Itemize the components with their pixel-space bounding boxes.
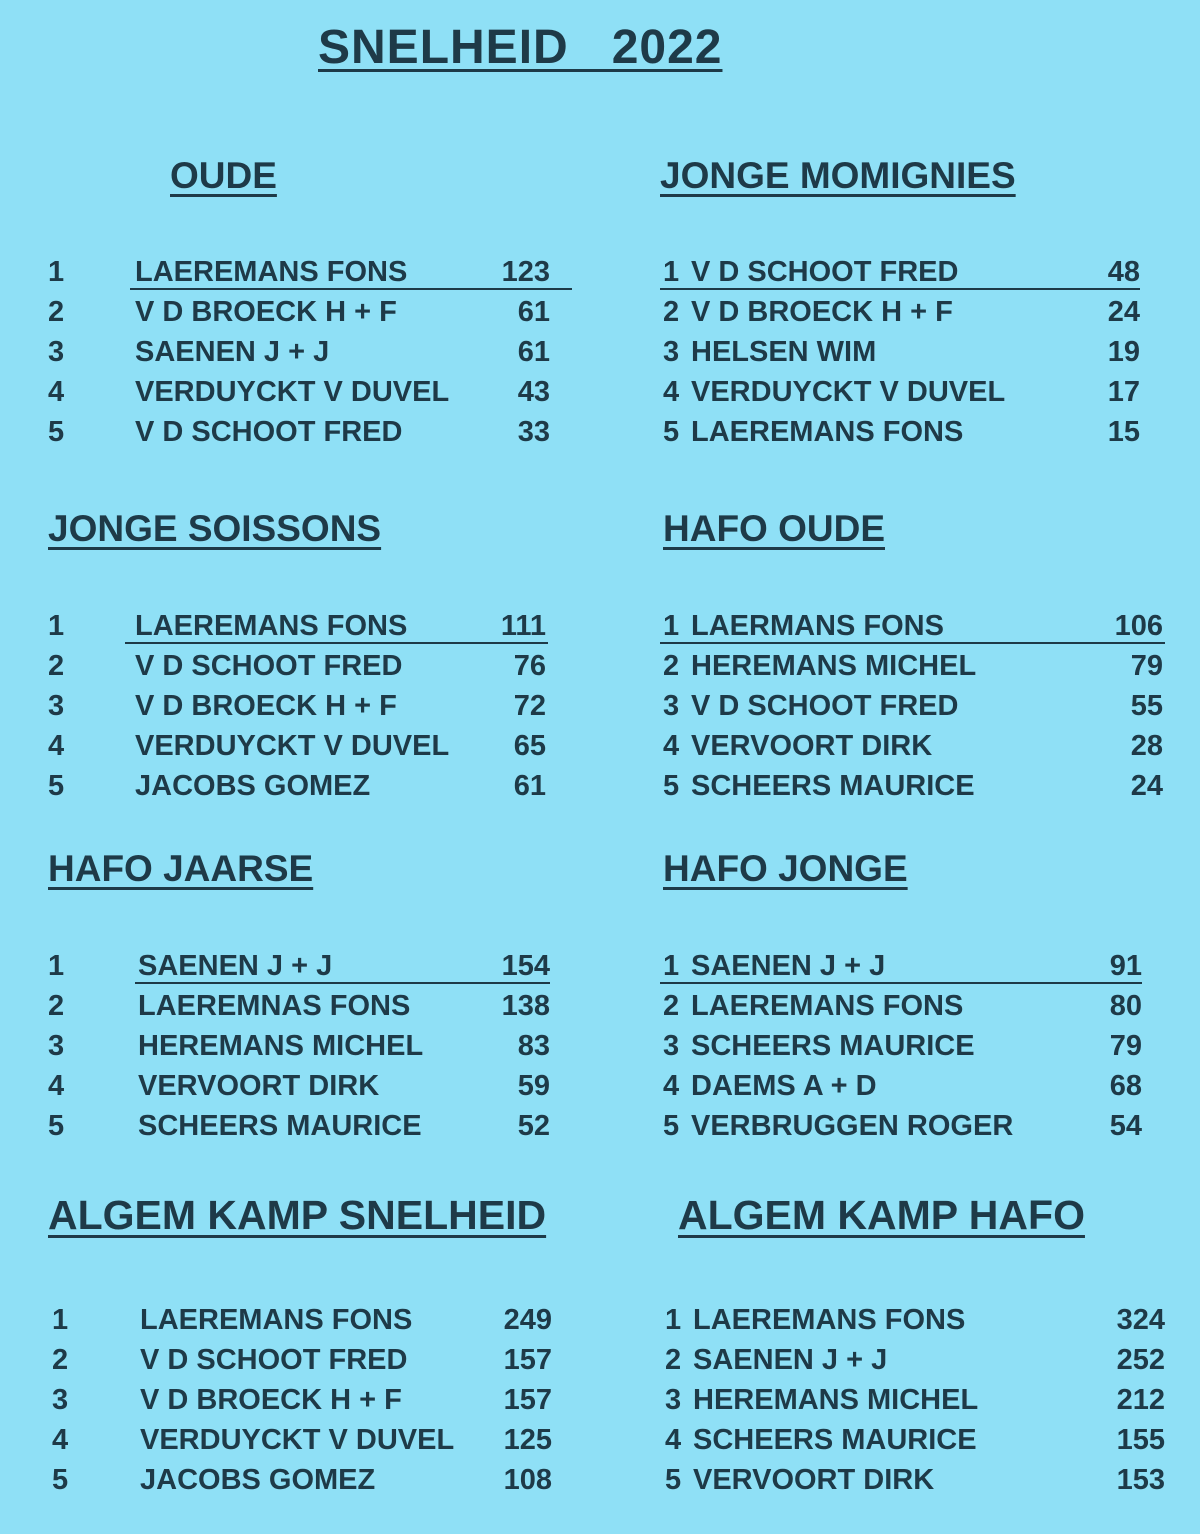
rank-number: 2 bbox=[663, 990, 680, 1022]
score-value: 249 bbox=[503, 1304, 552, 1336]
participant-name: V D BROECK H + F bbox=[140, 1384, 402, 1416]
rank-number: 1 bbox=[48, 950, 65, 982]
rank-number: 3 bbox=[665, 1384, 682, 1416]
participant-name: JACOBS GOMEZ bbox=[135, 770, 371, 802]
section-heading-jonge-momignies: JONGE MOMIGNIES bbox=[660, 155, 1016, 196]
participant-name: SCHEERS MAURICE bbox=[691, 770, 975, 802]
rank-number: 2 bbox=[663, 650, 680, 682]
participant-name: HELSEN WIM bbox=[691, 336, 877, 368]
score-value: 48 bbox=[1107, 256, 1140, 288]
score-value: 15 bbox=[1107, 416, 1140, 448]
participant-name: SAENEN J + J bbox=[693, 1344, 888, 1376]
score-value: 76 bbox=[513, 650, 546, 682]
rank-number: 4 bbox=[665, 1424, 682, 1456]
score-value: 91 bbox=[1109, 950, 1142, 982]
first-place-underline bbox=[660, 982, 1142, 984]
score-value: 72 bbox=[513, 690, 546, 722]
rank-number: 2 bbox=[48, 990, 65, 1022]
score-value: 52 bbox=[517, 1110, 550, 1142]
section-heading-hafo-oude: HAFO OUDE bbox=[663, 508, 885, 549]
participant-name: LAEREMANS FONS bbox=[691, 416, 964, 448]
score-value: 24 bbox=[1107, 296, 1140, 328]
first-place-underline bbox=[660, 642, 1165, 644]
participant-name: V D SCHOOT FRED bbox=[135, 650, 403, 682]
participant-name: LAEREMANS FONS bbox=[693, 1304, 966, 1336]
rank-number: 5 bbox=[48, 770, 65, 802]
rank-number: 3 bbox=[48, 336, 65, 368]
participant-name: LAEREMNAS FONS bbox=[138, 990, 411, 1022]
rank-number: 3 bbox=[663, 690, 680, 722]
participant-name: LAEREMANS FONS bbox=[135, 256, 408, 288]
participant-name: LAEREMANS FONS bbox=[135, 610, 408, 642]
participant-name: HEREMANS MICHEL bbox=[138, 1030, 424, 1062]
first-place-underline bbox=[660, 288, 1140, 290]
score-value: 19 bbox=[1107, 336, 1140, 368]
rank-number: 2 bbox=[663, 296, 680, 328]
rank-number: 4 bbox=[48, 730, 65, 762]
score-value: 65 bbox=[513, 730, 546, 762]
score-value: 61 bbox=[517, 296, 550, 328]
score-value: 155 bbox=[1116, 1424, 1165, 1456]
section-heading-algem-kamp-snelheid: ALGEM KAMP SNELHEID bbox=[48, 1192, 547, 1238]
rank-number: 5 bbox=[52, 1464, 69, 1496]
score-value: 153 bbox=[1116, 1464, 1165, 1496]
participant-name: VERBRUGGEN ROGER bbox=[691, 1110, 1014, 1142]
participant-name: V D BROECK H + F bbox=[135, 690, 397, 722]
score-value: 125 bbox=[503, 1424, 552, 1456]
rank-number: 3 bbox=[48, 690, 65, 722]
section-heading-oude: OUDE bbox=[170, 155, 277, 196]
section-heading-algem-kamp-hafo: ALGEM KAMP HAFO bbox=[678, 1192, 1085, 1238]
score-value: 28 bbox=[1130, 730, 1163, 762]
score-value: 79 bbox=[1109, 1030, 1142, 1062]
participant-name: SCHEERS MAURICE bbox=[691, 1030, 975, 1062]
rank-number: 1 bbox=[48, 256, 65, 288]
score-value: 79 bbox=[1130, 650, 1163, 682]
score-value: 54 bbox=[1109, 1110, 1142, 1142]
participant-name: HEREMANS MICHEL bbox=[693, 1384, 979, 1416]
score-value: 111 bbox=[500, 610, 546, 642]
participant-name: SAENEN J + J bbox=[691, 950, 886, 982]
rank-number: 3 bbox=[663, 1030, 680, 1062]
rank-number: 1 bbox=[48, 610, 65, 642]
rank-number: 4 bbox=[663, 376, 680, 408]
rank-number: 3 bbox=[52, 1384, 69, 1416]
score-value: 123 bbox=[501, 256, 550, 288]
participant-name: V D SCHOOT FRED bbox=[691, 690, 959, 722]
score-value: 17 bbox=[1107, 376, 1140, 408]
score-value: 80 bbox=[1109, 990, 1142, 1022]
participant-name: VERVOORT DIRK bbox=[691, 730, 933, 762]
rank-number: 4 bbox=[52, 1424, 69, 1456]
score-value: 43 bbox=[517, 376, 550, 408]
participant-name: LAEREMANS FONS bbox=[691, 990, 964, 1022]
score-value: 59 bbox=[517, 1070, 550, 1102]
rank-number: 5 bbox=[663, 1110, 680, 1142]
score-value: 252 bbox=[1116, 1344, 1165, 1376]
score-value: 55 bbox=[1130, 690, 1163, 722]
score-value: 138 bbox=[501, 990, 550, 1022]
score-value: 212 bbox=[1116, 1384, 1165, 1416]
participant-name: LAERMANS FONS bbox=[691, 610, 944, 642]
score-value: 33 bbox=[517, 416, 550, 448]
rank-number: 1 bbox=[663, 256, 680, 288]
participant-name: HEREMANS MICHEL bbox=[691, 650, 977, 682]
participant-name: VERDUYCKT V DUVEL bbox=[135, 730, 450, 762]
score-value: 154 bbox=[501, 950, 550, 982]
rank-number: 4 bbox=[663, 730, 680, 762]
rank-number: 4 bbox=[48, 376, 65, 408]
rank-number: 3 bbox=[48, 1030, 65, 1062]
score-value: 157 bbox=[503, 1344, 552, 1376]
score-value: 106 bbox=[1114, 610, 1163, 642]
rank-number: 3 bbox=[663, 336, 680, 368]
participant-name: SCHEERS MAURICE bbox=[693, 1424, 977, 1456]
section-heading-jonge-soissons: JONGE SOISSONS bbox=[48, 508, 382, 549]
section-heading-hafo-jonge: HAFO JONGE bbox=[663, 848, 908, 889]
rank-number: 2 bbox=[48, 296, 65, 328]
first-place-underline bbox=[130, 288, 572, 290]
rank-number: 5 bbox=[665, 1464, 682, 1496]
participant-name: V D SCHOOT FRED bbox=[140, 1344, 408, 1376]
first-place-underline bbox=[135, 982, 550, 984]
rank-number: 1 bbox=[665, 1304, 682, 1336]
rank-number: 4 bbox=[48, 1070, 65, 1102]
score-value: 68 bbox=[1109, 1070, 1142, 1102]
score-value: 61 bbox=[517, 336, 550, 368]
rank-number: 4 bbox=[663, 1070, 680, 1102]
rank-number: 1 bbox=[52, 1304, 69, 1336]
score-value: 61 bbox=[513, 770, 546, 802]
rank-number: 1 bbox=[663, 950, 680, 982]
section-heading-hafo-jaarse: HAFO JAARSE bbox=[48, 848, 314, 889]
participant-name: V D SCHOOT FRED bbox=[691, 256, 959, 288]
rank-number: 5 bbox=[48, 1110, 65, 1142]
participant-name: SAENEN J + J bbox=[135, 336, 330, 368]
participant-name: V D BROECK H + F bbox=[135, 296, 397, 328]
rank-number: 5 bbox=[663, 416, 680, 448]
participant-name: V D BROECK H + F bbox=[691, 296, 953, 328]
score-value: 324 bbox=[1116, 1304, 1165, 1336]
participant-name: JACOBS GOMEZ bbox=[140, 1464, 376, 1496]
rank-number: 2 bbox=[665, 1344, 682, 1376]
rank-number: 1 bbox=[663, 610, 680, 642]
rank-number: 2 bbox=[52, 1344, 69, 1376]
participant-name: V D SCHOOT FRED bbox=[135, 416, 403, 448]
participant-name: VERVOORT DIRK bbox=[138, 1070, 380, 1102]
participant-name: VERDUYCKT V DUVEL bbox=[140, 1424, 455, 1456]
rank-number: 2 bbox=[48, 650, 65, 682]
participant-name: VERDUYCKT V DUVEL bbox=[135, 376, 450, 408]
score-value: 157 bbox=[503, 1384, 552, 1416]
rank-number: 5 bbox=[48, 416, 65, 448]
page-title: SNELHEID 2022 bbox=[318, 21, 723, 74]
participant-name: SAENEN J + J bbox=[138, 950, 333, 982]
first-place-underline bbox=[125, 642, 548, 644]
score-value: 108 bbox=[503, 1464, 552, 1496]
participant-name: VERDUYCKT V DUVEL bbox=[691, 376, 1006, 408]
participant-name: LAEREMANS FONS bbox=[140, 1304, 413, 1336]
score-value: 83 bbox=[517, 1030, 550, 1062]
rank-number: 5 bbox=[663, 770, 680, 802]
score-value: 24 bbox=[1130, 770, 1163, 802]
participant-name: DAEMS A + D bbox=[691, 1070, 877, 1102]
participant-name: VERVOORT DIRK bbox=[693, 1464, 935, 1496]
participant-name: SCHEERS MAURICE bbox=[138, 1110, 422, 1142]
